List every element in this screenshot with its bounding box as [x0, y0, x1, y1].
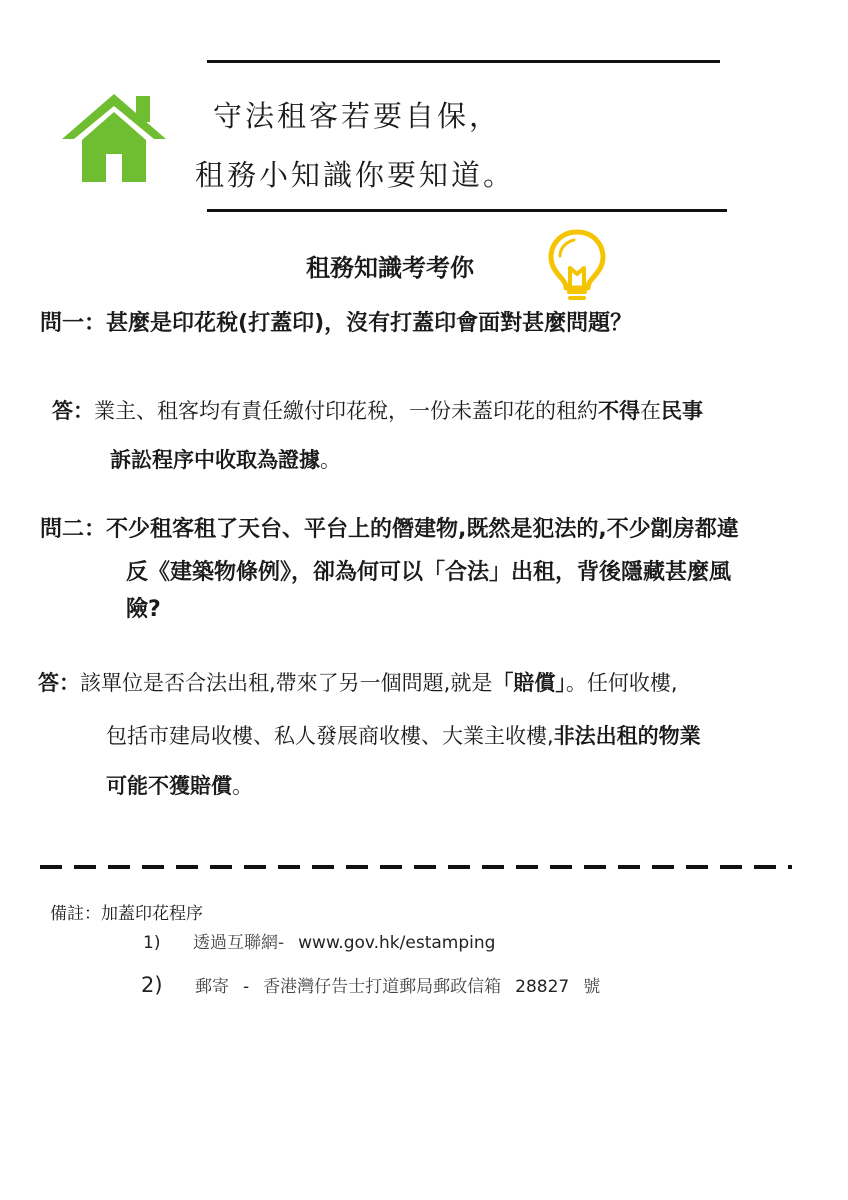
answer-1-bold-3: 訴訟程序中收取為證據	[110, 448, 320, 472]
estamping-link[interactable]: www.gov.hk/estamping	[298, 933, 496, 953]
note-item-2-number: 2)	[141, 973, 163, 997]
question-2-text-1: 不少租客租了天台、平台上的僭建物,既然是犯法的,不少劏房都違	[106, 517, 739, 542]
note-item-1-text: 透過互聯網-	[193, 933, 285, 953]
note-item-1-number: 1)	[143, 933, 161, 953]
top-rule	[207, 60, 720, 63]
question-2-label: 問二：	[40, 517, 107, 542]
answer-2-text-1: 該單位是否合法出租,帶來了另一個問題,就是	[80, 671, 493, 695]
answer-2-text-3: 包括市建局收樓、私人發展商收樓、大業主收樓,	[106, 724, 554, 748]
answer-2-line-1	[38, 665, 678, 701]
answer-1-line-1	[52, 393, 703, 429]
question-1	[40, 306, 632, 342]
note-item-2-box: 28827	[515, 977, 570, 997]
quiz-title: 租務知識考考你	[306, 254, 474, 282]
answer-2-bold-3: 可能不獲賠償	[106, 774, 232, 798]
house-icon	[62, 92, 166, 184]
note-item-1	[143, 928, 495, 953]
answer-1-text: 業主、租客均有責任繳付印花稅，一份未蓋印花的租約	[94, 399, 598, 423]
question-1-label: 問一：	[40, 311, 107, 336]
answer-1-mid: 在	[640, 399, 661, 423]
question-2-line-1	[40, 512, 739, 548]
answer-2-line-3	[106, 768, 253, 804]
note-title: 備註：加蓋印花程序	[50, 904, 203, 924]
answer-1-end: 。	[320, 448, 341, 472]
answer-1-label: 答：	[52, 399, 94, 423]
answer-1-bold-2: 民事	[661, 399, 703, 423]
lightbulb-icon	[546, 228, 608, 304]
answer-2-line-2	[106, 718, 701, 754]
answer-2-bold-2: 非法出租的物業	[553, 724, 701, 748]
headline-line-2: 租務小知識你要知道。	[195, 158, 516, 192]
answer-2-end: 。	[232, 774, 253, 798]
question-2-line-2: 反《建築物條例》，卻為何可以「合法」出租，背後隱藏甚麼風	[126, 560, 732, 585]
question-2-line-3: 險?	[126, 597, 161, 622]
question-1-text: 甚麼是印花稅(打蓋印)，沒有打蓋印會面對甚麼問題？	[106, 311, 633, 336]
note-item-2-text: 郵寄	[195, 977, 229, 997]
note-item-2-sep: -	[243, 977, 250, 997]
answer-2-label: 答：	[38, 671, 80, 695]
answer-2-bold-1: 「賠償」	[492, 671, 566, 695]
answer-2-text-2: 。任何收樓,	[565, 671, 678, 695]
bottom-rule	[207, 209, 727, 212]
note-item-2-suffix: 號	[583, 977, 601, 997]
dashed-divider	[40, 861, 792, 873]
answer-1-line-2	[110, 442, 341, 478]
note-item-2	[141, 972, 600, 997]
answer-1-bold-1: 不得	[598, 399, 640, 423]
note-item-2-address: 香港灣仔告士打道郵局郵政信箱	[263, 977, 502, 997]
headline-line-1: 守法租客若要自保，	[213, 99, 502, 133]
